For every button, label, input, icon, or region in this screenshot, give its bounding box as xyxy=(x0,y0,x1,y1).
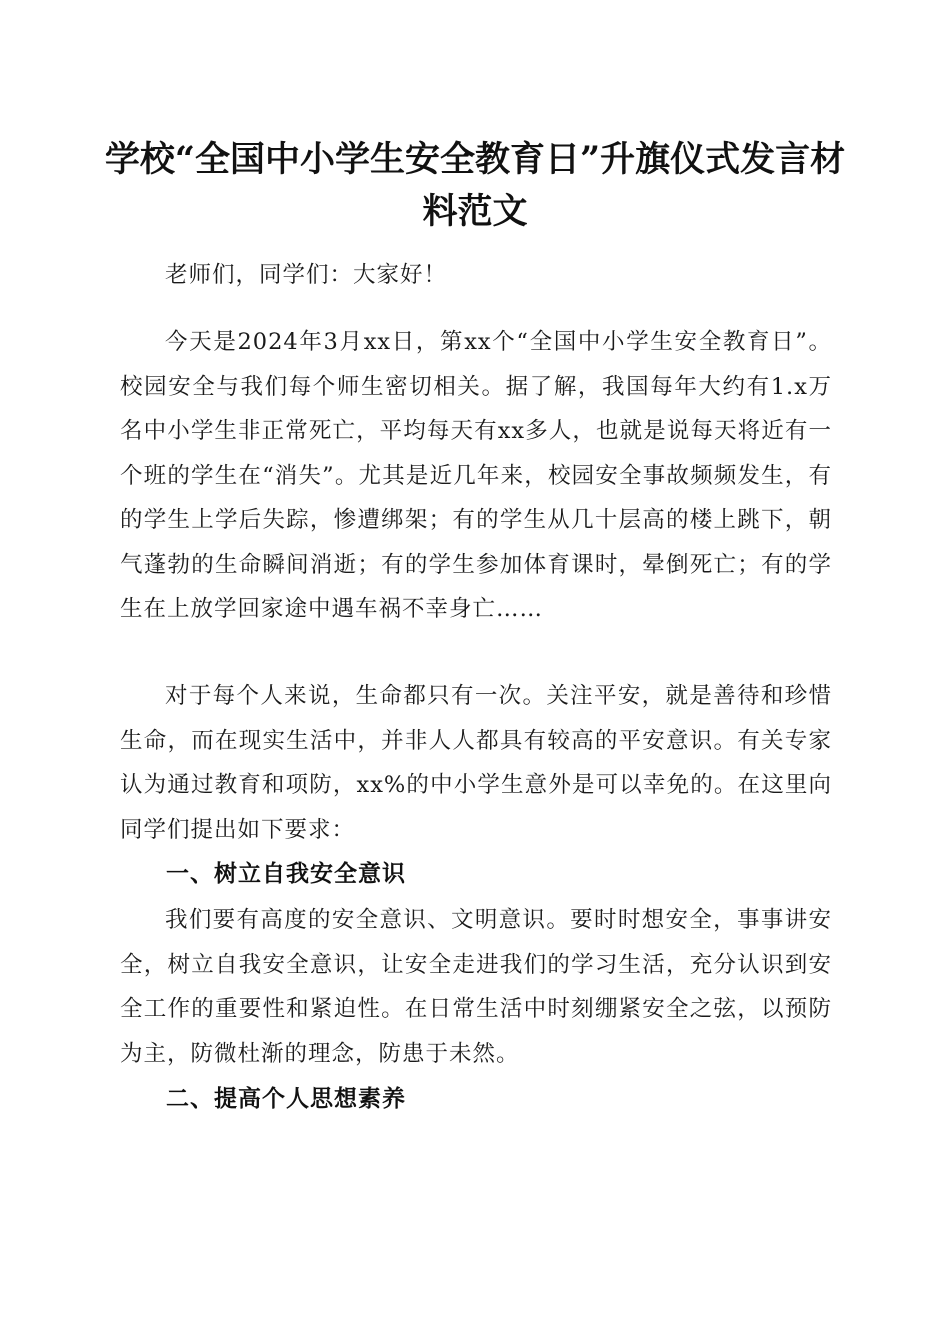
section-1-paragraph: 我们要有高度的安全意识、文明意识。要时时想安全，事事讲安全，树立自我安全意识，让安全走进我们的学习生活，充分认识到安全工作的重要性和紧迫性。在日常生活中时刻绷紧安全之弦，以预防为主，防微杜渐的理念，防患于未然。 xyxy=(120,907,832,1067)
section-heading-1: 一、树立自我安全意识 xyxy=(166,861,406,887)
section-heading-2: 二、提高个人思想素养 xyxy=(166,1086,406,1112)
intro-paragraph: 今天是2024年3月xx日，第xx个“全国中小学生安全教育日”。校园安全与我们每个师生密切相关。据了解，我国每年大约有1.x万名中小学生非正常死亡，平均每天有xx多人，也就是说每天将近有一个班的学生在“消失”。尤其是近几年来，校园安全事故频频发生，有的学生上学后失踪，惨遭绑架；有的学生从几十层高的楼上跳下，朝气蓬勃的生命瞬间消逝；有的学生参加体育课时，晕倒死亡；有的学生在上放学回家途中遇车祸不幸身亡…… xyxy=(120,329,832,622)
greeting-paragraph: 老师们，同学们：大家好！ xyxy=(165,262,448,288)
document-title: 学校“全国中小学生安全教育日”升旗仪式发言材料范文 xyxy=(104,139,846,232)
requirements-paragraph: 对于每个人来说，生命都只有一次。关注平安，就是善待和珍惜生命，而在现实生活中，并非人人都具有较高的平安意识。有关专家认为通过教育和项防，xx%的中小学生意外是可以幸免的。在这里向同学们提出如下要求： xyxy=(120,683,832,843)
